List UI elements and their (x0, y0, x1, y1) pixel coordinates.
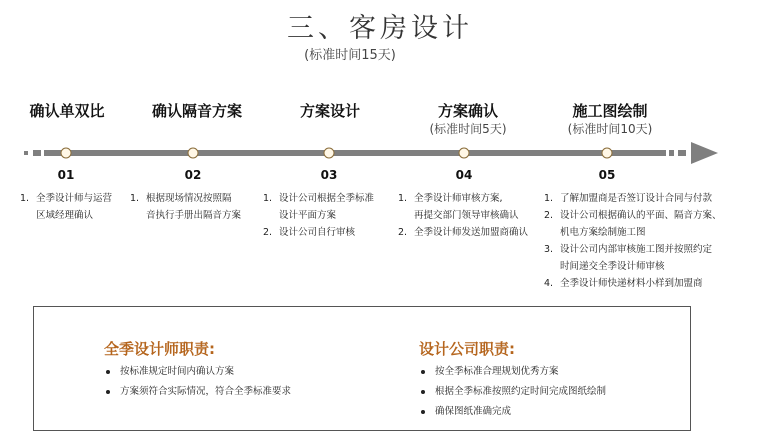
phase-subtitle-4: (标准时间5天) (429, 122, 507, 136)
phase-title-3: 方案设计 (299, 102, 360, 120)
phase-title-5: 施工图绘制 (572, 102, 648, 120)
step-line: 设计平面方案 (279, 210, 337, 221)
timeline-left-block (33, 150, 41, 156)
step-line: 全季设计师发送加盟商确认 (414, 227, 529, 238)
step-line: 机电方案绘制施工图 (560, 227, 646, 238)
timeline-bar (0, 140, 760, 166)
list-item: 按全季标准合理规划优秀方案 (419, 362, 606, 382)
step-line: 全季设计师与运营 (36, 193, 113, 204)
step-line: 设计公司根据全季标准 (279, 193, 375, 204)
list-item: 按标准规定时间内确认方案 (104, 362, 291, 382)
phase-number-5: 05 (598, 168, 616, 182)
phase-number-1: 01 (57, 168, 75, 182)
duty-title-designer: 全季设计师职责: (104, 340, 215, 358)
phase-steps-4 (398, 190, 546, 241)
list-item: 1. 根据现场情况按照隔 音执行手册出隔音方案 (130, 193, 242, 221)
duties-box (33, 306, 691, 431)
step-line: 音执行手册出隔音方案 (146, 210, 242, 221)
step-line: 再提交部门领导审核确认 (414, 210, 519, 221)
timeline-arrow-icon (691, 142, 718, 164)
phase-title-2: 确认隔音方案 (151, 102, 242, 120)
duty-title-company: 设计公司职责: (419, 340, 515, 358)
timeline-right-block (669, 150, 674, 156)
duty-list-company (419, 362, 606, 422)
list-item: 确保图纸准确完成 (419, 402, 606, 422)
phase-title-1: 确认单双比 (29, 102, 105, 120)
step-line: 根据现场情况按照隔 (146, 193, 232, 204)
list-item: 1. 全季设计师审核方案, 再提交部门领导审核确认 (398, 193, 519, 221)
list-item: 1. 了解加盟商是否签订设计合同与付款 (544, 193, 713, 204)
phase-title-4: 方案确认 (437, 102, 498, 120)
step-line: 设计公司自行审核 (279, 227, 356, 238)
timeline-node-4 (459, 148, 469, 158)
timeline-node-2 (188, 148, 198, 158)
phase-steps-3 (263, 190, 393, 241)
list-item: 3. 设计公司内部审核施工图并按照约定 时间递交全季设计师审核 (544, 244, 713, 272)
step-line: 设计公司内部审核施工图并按照约定 (560, 244, 713, 255)
list-item: 4. 全季设计师快递材料小样到加盟商 (544, 278, 703, 289)
list-item: 2. 设计公司自行审核 (263, 227, 356, 238)
list-item: 1. 全季设计师与运营 区域经理确认 (20, 193, 113, 221)
page-title: 三、客房设计 (287, 13, 473, 44)
step-line: 了解加盟商是否签订设计合同与付款 (560, 193, 713, 204)
phase-subtitle-5: (标准时间10天) (567, 122, 653, 136)
list-item: 2. 全季设计师发送加盟商确认 (398, 227, 529, 238)
page-subtitle: (标准时间15天) (304, 48, 396, 63)
phase-steps-2 (130, 190, 260, 224)
step-line: 区域经理确认 (36, 210, 94, 221)
duty-list-designer (104, 362, 291, 402)
timeline-node-3 (324, 148, 334, 158)
list-item: 根据全季标准按照约定时间完成图纸绘制 (419, 382, 606, 402)
phase-steps-5 (544, 190, 754, 292)
step-line: 时间递交全季设计师审核 (560, 261, 665, 272)
list-item: 2. 设计公司根据确认的平面、隔音方案、 机电方案绘制施工图 (544, 210, 722, 238)
phase-number-4: 04 (455, 168, 473, 182)
timeline-line (44, 150, 666, 156)
phase-steps-1 (20, 190, 130, 224)
step-line: 全季设计师审核方案, (414, 193, 503, 204)
timeline-node-1 (61, 148, 71, 158)
timeline-node-5 (602, 148, 612, 158)
timeline-right-tick (678, 150, 686, 156)
step-line: 全季设计师快递材料小样到加盟商 (560, 278, 703, 289)
list-item: 1. 设计公司根据全季标准 设计平面方案 (263, 193, 375, 221)
step-line: 设计公司根据确认的平面、隔音方案、 (560, 210, 722, 221)
list-item: 方案须符合实际情况，符合全季标准要求 (104, 382, 291, 402)
phase-number-2: 02 (184, 168, 202, 182)
timeline-left-tick (24, 151, 28, 155)
phase-number-3: 03 (320, 168, 338, 182)
